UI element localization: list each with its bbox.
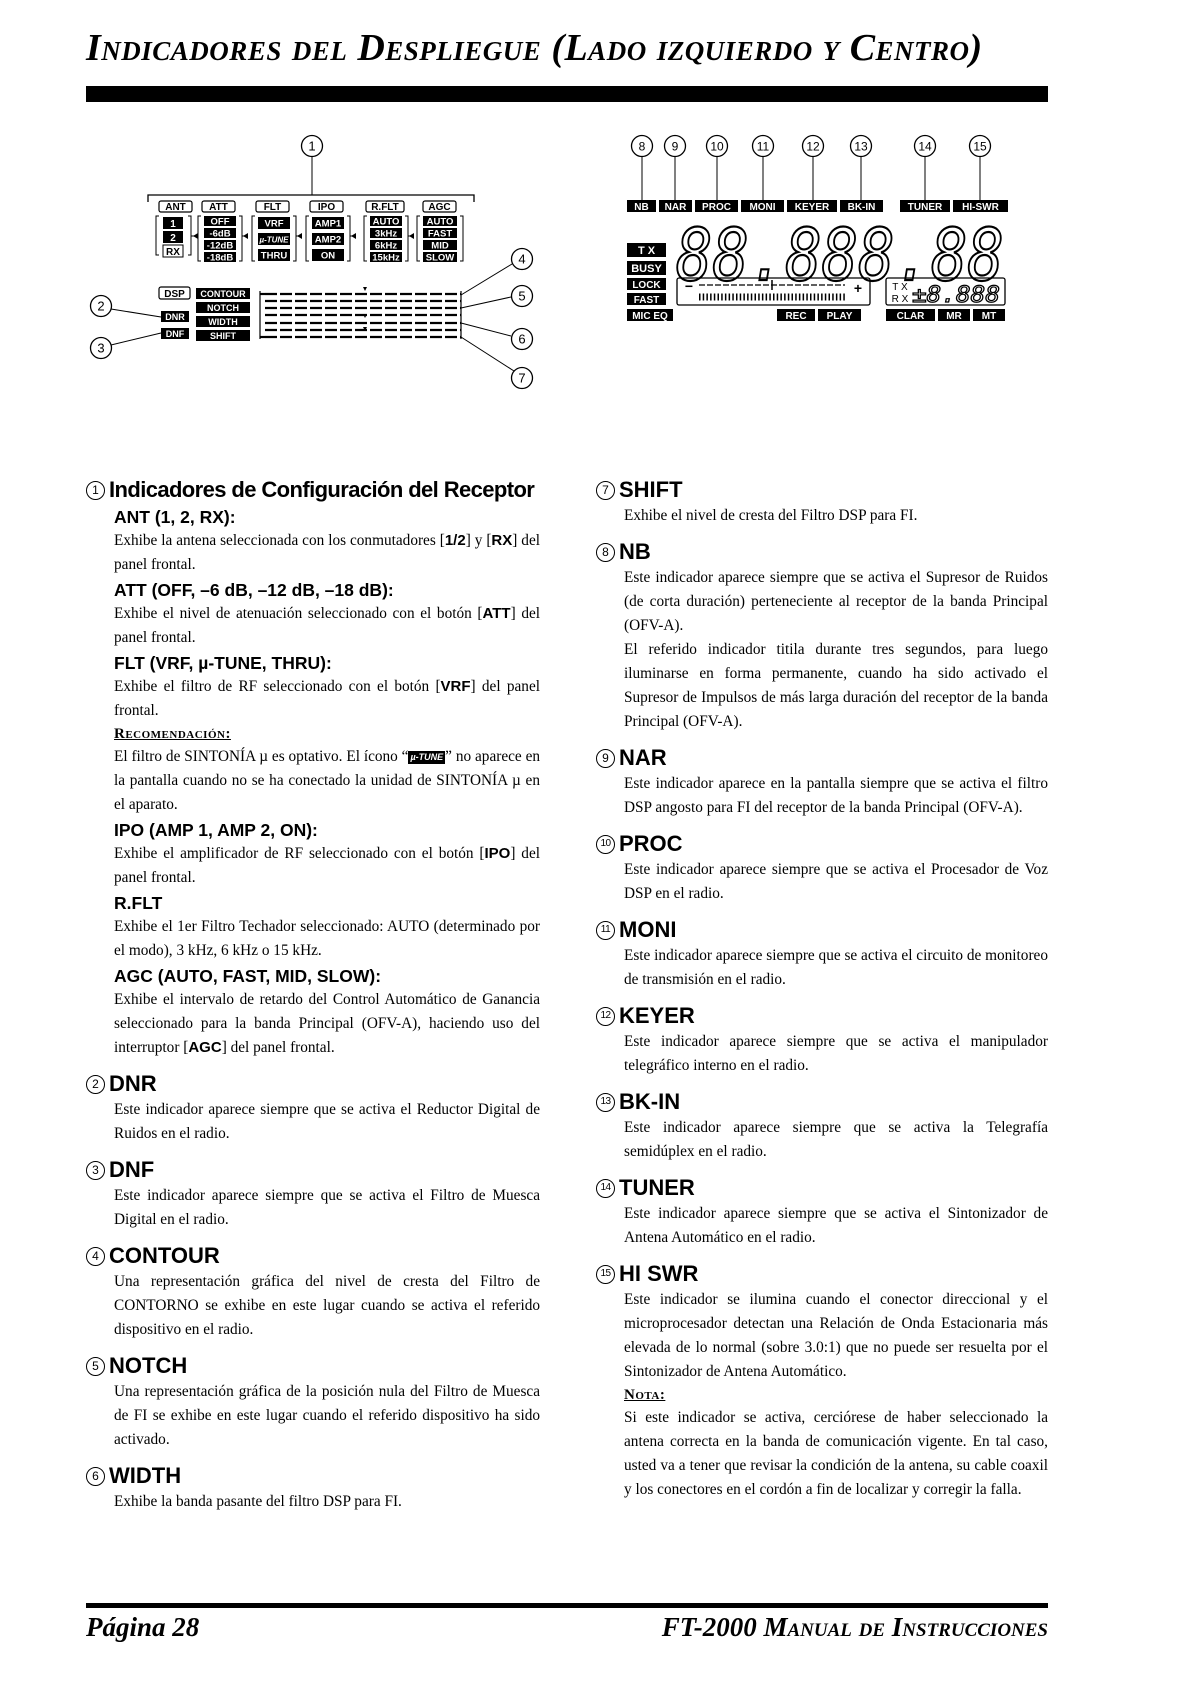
paragraph-ipo: Exhibe el amplificador de RF seleccionado con el botón [IPO] del panel frontal. bbox=[114, 845, 540, 886]
paragraph-rflt: Exhibe el 1er Filtro Techador seleccionado: AUTO (determinado por el modo), 3 kHz, 6 kHz o 15 kHz. bbox=[114, 918, 540, 959]
svg-text:µ-TUNE: µ-TUNE bbox=[259, 235, 289, 245]
page-number: Página 28 bbox=[86, 1612, 200, 1642]
group-rflt bbox=[364, 201, 408, 264]
callout-6: 6 bbox=[518, 331, 526, 347]
section-number: 2 bbox=[86, 1075, 105, 1094]
svg-text:R X: R X bbox=[891, 294, 909, 305]
svg-text:AMP1: AMP1 bbox=[314, 218, 342, 230]
section-3 bbox=[86, 1156, 540, 1232]
section-1 bbox=[86, 476, 540, 1060]
paragraph-flt: Exhibe el filtro de RF seleccionado con el botón [VRF] del panel frontal. bbox=[114, 678, 540, 719]
section-text: Una representación gráfica del nivel de cresta del Filtro de CONTORNO se exhibe en este lugar cuando se activa el referido dispositivo en el radio. bbox=[114, 1273, 540, 1338]
svg-text:±8.888: ±8.888 bbox=[912, 283, 1000, 308]
section-title: DNF bbox=[109, 1157, 155, 1182]
notch-label: NOTCH bbox=[207, 303, 239, 313]
section-number: 14 bbox=[596, 1179, 615, 1198]
miceq-indicator: MIC EQ bbox=[632, 311, 668, 322]
section-number: 8 bbox=[596, 543, 615, 562]
svg-text:1: 1 bbox=[170, 219, 176, 230]
dsp-filter-bargraph bbox=[260, 287, 461, 339]
section-title: NB bbox=[619, 539, 651, 564]
section-text: Este indicador se ilumina cuando el conector direccional y el microprocesador detectan una Relación de Onda Estacionaria más elevada de lo normal (sobre 3.0:1) que no puede ser resuelta por el Sintonizador de Antena Automático. bbox=[624, 1291, 1048, 1380]
mt-indicator: MT bbox=[981, 311, 997, 322]
svg-text:AUTO: AUTO bbox=[372, 216, 400, 228]
callout-3: 3 bbox=[97, 340, 105, 356]
nb-indicator: NB bbox=[634, 202, 649, 213]
svg-text:THRU: THRU bbox=[260, 250, 288, 262]
footer-rule bbox=[86, 1603, 1048, 1608]
svg-text:MID: MID bbox=[431, 240, 449, 252]
section-text: Este indicador aparece siempre que se activa la Telegrafía semidúplex en el radio. bbox=[624, 1119, 1048, 1160]
bkin-indicator: BK-IN bbox=[847, 202, 876, 213]
callout-8: 8 bbox=[638, 139, 646, 154]
callout-9: 9 bbox=[671, 139, 679, 154]
svg-text:R.FLT: R.FLT bbox=[371, 202, 399, 213]
left-column bbox=[86, 476, 540, 1514]
svg-text:OFF: OFF bbox=[210, 216, 230, 228]
section-11 bbox=[596, 916, 1048, 992]
svg-text:VRF: VRF bbox=[264, 218, 284, 230]
section-number: 10 bbox=[596, 835, 615, 854]
rec-indicator: REC bbox=[785, 311, 807, 322]
section-title: TUNER bbox=[619, 1175, 695, 1200]
manual-title: FT-2000 Manual de Instrucciones bbox=[661, 1612, 1048, 1642]
section-title: PROC bbox=[619, 831, 683, 856]
hiswr-indicator: HI-SWR bbox=[962, 202, 999, 213]
dnr-label: DNR bbox=[165, 312, 185, 322]
svg-text:AUTO: AUTO bbox=[426, 216, 454, 228]
section-13 bbox=[596, 1088, 1048, 1164]
section-title: DNR bbox=[109, 1071, 157, 1096]
subheading-att: ATT (OFF, –6 dB, –12 dB, –18 dB): bbox=[114, 580, 394, 600]
section-number: 4 bbox=[86, 1247, 105, 1266]
section-number: 7 bbox=[596, 481, 615, 500]
busy-indicator: BUSY bbox=[631, 263, 662, 275]
svg-text:-18dB: -18dB bbox=[206, 252, 234, 264]
section-text: Una representación gráfica de la posición nula del Filtro de Muesca de FI se exhibe en este lugar cuando el referido dispositivo ha sido activado. bbox=[114, 1383, 540, 1448]
section-text: Este indicador aparece siempre que se activa el Supresor de Ruidos (de corta duración) perteneciente al receptor de la banda Principal (OFV-A). bbox=[624, 569, 1048, 634]
section-title: MONI bbox=[619, 917, 677, 942]
group-ipo bbox=[306, 201, 350, 262]
section-title: BK-IN bbox=[619, 1089, 681, 1114]
subheading-ant: ANT (1, 2, RX): bbox=[114, 507, 236, 527]
group-agc bbox=[417, 201, 463, 264]
section-number: 9 bbox=[596, 749, 615, 768]
callout-5: 5 bbox=[518, 288, 526, 304]
callout-13: 13 bbox=[854, 139, 868, 154]
section-title: HI SWR bbox=[619, 1261, 699, 1286]
section-9 bbox=[596, 744, 1048, 820]
svg-text:IPO: IPO bbox=[317, 202, 336, 213]
section-text: Este indicador aparece siempre que se activa el Sintonizador de Antena Automático en el radio. bbox=[624, 1205, 1048, 1246]
callout-2: 2 bbox=[97, 298, 105, 314]
section-title: NAR bbox=[619, 745, 667, 770]
section-number: 1 bbox=[86, 481, 105, 500]
group-flt bbox=[252, 201, 296, 262]
callout-15: 15 bbox=[973, 139, 987, 154]
section-10 bbox=[596, 830, 1048, 906]
section-text: Este indicador aparece siempre que se activa el circuito de monitoreo de transmisión en el radio. bbox=[624, 947, 1048, 988]
note-text: Si este indicador se activa, cerciórese de haber seleccionado la antena correcta en la banda de comunicación vigente. En tal caso, usted va a tener que revisar la condición de la antena, su cable coaxil y los conectores en el cordón a fin de localizar y corregir la falla. bbox=[624, 1409, 1048, 1498]
section-title: NOTCH bbox=[109, 1353, 188, 1378]
callout-14: 14 bbox=[918, 139, 932, 154]
svg-text:+: + bbox=[853, 280, 863, 296]
callout-4: 4 bbox=[518, 251, 526, 267]
dnf-label: DNF bbox=[165, 329, 185, 339]
clar-indicator: CLAR bbox=[896, 311, 925, 322]
section-5 bbox=[86, 1352, 540, 1452]
section-15 bbox=[596, 1260, 1048, 1502]
section-title: Indicadores de Configuración del Receptor bbox=[109, 477, 535, 502]
section-number: 3 bbox=[86, 1161, 105, 1180]
tx-indicator: T X bbox=[637, 245, 656, 257]
section-number: 15 bbox=[596, 1265, 615, 1284]
play-indicator: PLAY bbox=[826, 311, 853, 322]
svg-text:ANT: ANT bbox=[165, 202, 186, 213]
svg-text:AMP2: AMP2 bbox=[314, 234, 342, 246]
recommendation-heading: Recomendación: bbox=[114, 726, 231, 742]
fast-indicator: FAST bbox=[633, 295, 660, 306]
svg-text:SLOW: SLOW bbox=[425, 252, 455, 264]
section-text: Exhibe el nivel de cresta del Filtro DSP para FI. bbox=[624, 507, 918, 524]
moni-indicator: MONI bbox=[749, 202, 776, 213]
title-rule bbox=[86, 86, 1048, 102]
dsp-label: DSP bbox=[164, 289, 185, 300]
section-number: 6 bbox=[86, 1467, 105, 1486]
svg-text:-6dB: -6dB bbox=[209, 228, 231, 240]
section-2 bbox=[86, 1070, 540, 1146]
section-12 bbox=[596, 1002, 1048, 1078]
group-att bbox=[198, 201, 242, 264]
paragraph-att: Exhibe el nivel de atenuación seleccionado con el botón [ATT] del panel frontal. bbox=[114, 605, 541, 646]
tuner-indicator: TUNER bbox=[907, 202, 943, 213]
svg-text:−: − bbox=[684, 278, 694, 294]
section-number: 11 bbox=[596, 921, 615, 940]
svg-text:FAST: FAST bbox=[427, 228, 453, 240]
section-text: Este indicador aparece en la pantalla siempre que se activa el filtro DSP angosto para FI del receptor de la banda Principal (OFV-A). bbox=[624, 775, 1048, 816]
subheading-rflt: R.FLT bbox=[114, 893, 163, 913]
svg-text:6kHz: 6kHz bbox=[374, 240, 398, 252]
proc-indicator: PROC bbox=[702, 202, 731, 213]
right-column bbox=[596, 476, 1048, 1502]
subheading-flt: FLT (VRF, µ-TUNE, THRU): bbox=[114, 653, 332, 673]
section-text: Este indicador aparece siempre que se activa el Procesador de Voz DSP en el radio. bbox=[624, 861, 1048, 902]
svg-text:ON: ON bbox=[320, 250, 336, 262]
svg-text:RX: RX bbox=[166, 247, 180, 258]
section-text: Este indicador aparece siempre que se activa el Filtro de Muesca Digital en el radio. bbox=[114, 1187, 540, 1228]
shift-label: SHIFT bbox=[210, 331, 236, 341]
subheading-agc: AGC (AUTO, FAST, MID, SLOW): bbox=[114, 966, 382, 986]
contour-label: CONTOUR bbox=[200, 289, 246, 299]
mr-indicator: MR bbox=[946, 311, 962, 322]
svg-text:FLT: FLT bbox=[263, 202, 282, 213]
callout-10: 10 bbox=[710, 139, 724, 154]
section-text: Este indicador aparece siempre que se activa el Reductor Digital de Ruidos en el radio. bbox=[114, 1101, 540, 1142]
section-8 bbox=[596, 538, 1048, 734]
svg-text:ATT: ATT bbox=[209, 202, 228, 213]
paragraph-recommendation: El filtro de SINTONÍA µ es optativo. El ícono “ µ-TUNE ” no aparece en la pantalla cuando no se ha conectado la unidad de SINTONÍA µ en el aparato. bbox=[114, 748, 541, 813]
mu-tune-icon: µ-TUNE bbox=[410, 752, 444, 762]
svg-text:3kHz: 3kHz bbox=[374, 228, 398, 240]
section-text: Exhibe la banda pasante del filtro DSP para FI. bbox=[114, 1493, 402, 1510]
left-display-diagram bbox=[80, 125, 560, 405]
lock-indicator: LOCK bbox=[632, 280, 661, 291]
section-title: SHIFT bbox=[619, 477, 683, 502]
section-title: KEYER bbox=[619, 1003, 695, 1028]
group-ant bbox=[156, 201, 192, 258]
nar-indicator: NAR bbox=[664, 202, 687, 213]
svg-text:AGC: AGC bbox=[428, 202, 451, 213]
section-title: WIDTH bbox=[109, 1463, 182, 1488]
width-label: WIDTH bbox=[208, 317, 238, 327]
section-number: 13 bbox=[596, 1093, 615, 1112]
section-text: Este indicador aparece siempre que se activa el manipulador telegráfico interno en el radio. bbox=[624, 1033, 1048, 1074]
callout-12: 12 bbox=[806, 139, 820, 154]
callout-1: 1 bbox=[308, 138, 316, 154]
note-heading: Nota: bbox=[624, 1387, 666, 1403]
callout-11: 11 bbox=[756, 139, 770, 154]
subheading-ipo: IPO (AMP 1, AMP 2, ON): bbox=[114, 820, 318, 840]
frequency-display: 88.888.88 bbox=[676, 213, 1004, 297]
section-14 bbox=[596, 1174, 1048, 1250]
center-display-diagram bbox=[620, 125, 1020, 355]
section-title: CONTOUR bbox=[109, 1243, 220, 1268]
keyer-indicator: KEYER bbox=[794, 202, 830, 213]
section-text: El referido indicador titila durante tres segundos, para luego iluminarse en forma permanente, cuando ha sido activado el Supresor de Impulsos de más larga duración del receptor de la banda Principal (OFV-A). bbox=[624, 641, 1048, 730]
svg-text:T X: T X bbox=[892, 282, 908, 293]
section-6 bbox=[86, 1462, 540, 1514]
section-number: 5 bbox=[86, 1357, 105, 1376]
svg-text:15kHz: 15kHz bbox=[372, 252, 400, 264]
callout-7: 7 bbox=[518, 370, 526, 386]
section-number: 12 bbox=[596, 1007, 615, 1026]
section-4 bbox=[86, 1242, 540, 1342]
paragraph-ant: Exhibe la antena seleccionada con los conmutadores [1/2] y [RX] del panel frontal. bbox=[114, 532, 540, 573]
section-7 bbox=[596, 476, 1048, 528]
paragraph-agc: Exhibe el intervalo de retardo del Control Automático de Ganancia seleccionado para la banda Principal (OFV-A), haciendo uso del interruptor [AGC] del panel frontal. bbox=[114, 991, 540, 1056]
page-title: Indicadores del Despliegue (Lado izquierdo y Centro) bbox=[86, 27, 983, 69]
svg-text:-12dB: -12dB bbox=[206, 240, 234, 252]
svg-text:2: 2 bbox=[170, 233, 176, 244]
